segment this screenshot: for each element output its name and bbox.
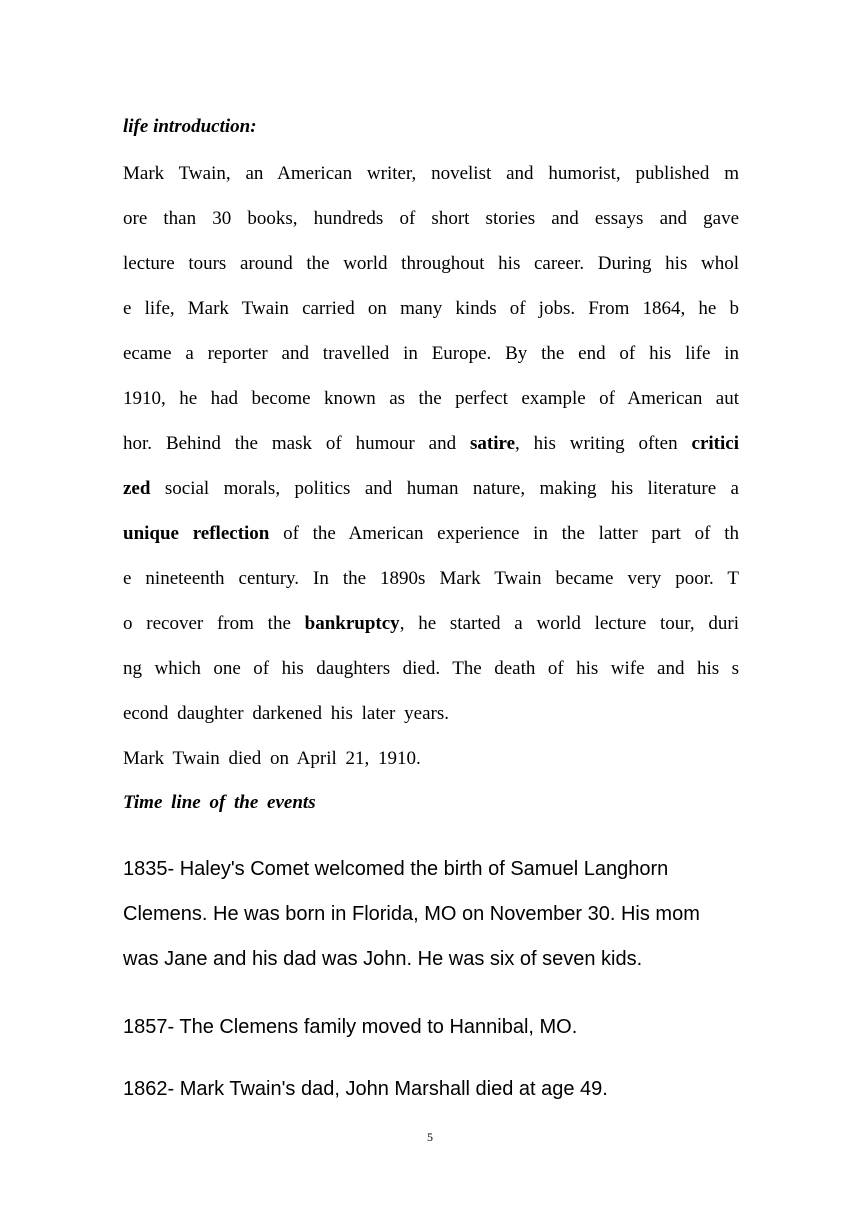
- text-run: 1910, he had become known as the perfect example of American aut: [123, 388, 739, 409]
- text-run: o recover from the: [123, 613, 305, 634]
- body-text-line: [123, 747, 739, 771]
- body-text-line: [123, 162, 739, 186]
- page-number: 5: [427, 1130, 433, 1144]
- text-run: hor. Behind the mask of humour and: [123, 433, 470, 454]
- timeline-entry-line: 1862- Mark Twain's dad, John Marshall died at age 49.: [123, 1078, 608, 1100]
- bold-term: zed: [123, 478, 151, 499]
- body-text-line: [123, 297, 739, 321]
- body-text-line: [123, 432, 739, 456]
- body-text-line: [123, 342, 739, 366]
- text-run: of the American experience in the latter part of th: [269, 523, 739, 544]
- body-text-line: [123, 657, 739, 681]
- text-run: lecture tours around the world throughout his career. During his whol: [123, 253, 739, 274]
- body-text-line: [123, 252, 739, 276]
- text-run: , he started a world lecture tour, duri: [399, 613, 739, 634]
- text-run: e nineteenth century. In the 1890s Mark Twain became very poor. T: [123, 568, 739, 589]
- body-text-line: [123, 387, 739, 411]
- timeline-entry-line: Clemens. He was born in Florida, MO on November 30. His mom: [123, 903, 700, 925]
- body-text-line: [123, 567, 739, 591]
- bold-term: bankruptcy: [304, 613, 400, 634]
- life-introduction-heading: life introduction:: [123, 116, 257, 137]
- timeline-entry-line: was Jane and his dad was John. He was six of seven kids.: [123, 948, 643, 970]
- timeline-entry-line: 1835- Haley's Comet welcomed the birth of Samuel Langhorn: [123, 858, 669, 880]
- text-run: Mark Twain, an American writer, novelist and humorist, published m: [123, 163, 739, 184]
- body-text-line: [123, 477, 739, 501]
- body-text-line: [123, 612, 739, 636]
- body-text-line: [123, 522, 739, 546]
- bold-term: satire: [469, 433, 516, 454]
- timeline-entry-line: 1857- The Clemens family moved to Hannibal, MO.: [123, 1016, 578, 1038]
- body-text-line: [123, 207, 739, 231]
- text-run: social morals, politics and human nature, making his literature a: [150, 478, 739, 499]
- text-run: e life, Mark Twain carried on many kinds of jobs. From 1864, he b: [123, 298, 739, 319]
- text-run: ore than 30 books, hundreds of short stories and essays and gave: [123, 208, 739, 229]
- text-run: econd daughter darkened his later years.: [123, 703, 449, 724]
- timeline-heading: Time line of the events: [123, 792, 316, 813]
- text-run: , his writing often: [515, 433, 692, 454]
- text-run: ecame a reporter and travelled in Europe. By the end of his life in: [123, 343, 739, 364]
- body-text-line: [123, 702, 739, 726]
- text-run: ng which one of his daughters died. The death of his wife and his s: [123, 658, 739, 679]
- bold-term: unique reflection: [123, 523, 270, 544]
- text-run: Mark Twain died on April 21, 1910.: [123, 748, 421, 769]
- bold-term: critici: [691, 433, 739, 454]
